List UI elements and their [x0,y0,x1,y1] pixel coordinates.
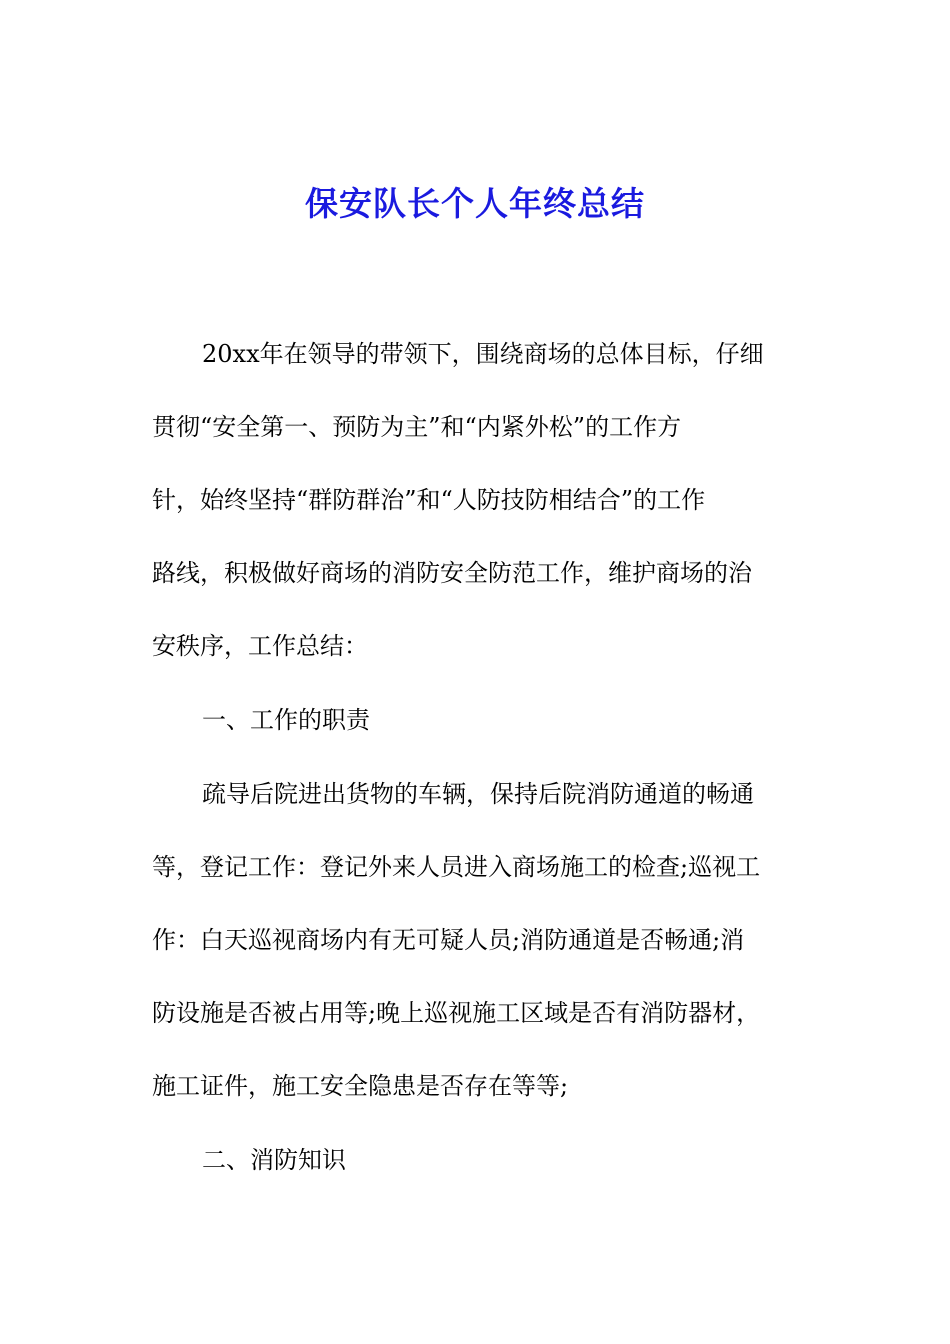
paragraph-line: 路线，积极做好商场的消防安全防范工作，维护商场的治 [152,559,752,587]
paragraph-duties [152,758,812,1123]
paragraph-line: 针，始终坚持“群防群治”和“人防技防相结合”的工作 [152,486,706,514]
document-title: 保安队长个人年终总结 [305,184,645,223]
paragraph-line: 作：白天巡视商场内有无可疑人员;消防通道是否畅通;消 [152,926,745,954]
section-heading: 一、工作的职责 [202,706,370,734]
paragraph-line: 20xx年在领导的带领下，围绕商场的总体目标，仔细 [202,340,764,368]
paragraph-intro [152,318,812,683]
paragraph-line: 防设施是否被占用等;晚上巡视施工区域是否有消防器材， [152,999,761,1027]
section-heading-duties [152,684,812,757]
paragraph-line: 等，登记工作：登记外来人员进入商场施工的检查;巡视工 [152,853,761,881]
section-heading-fire [152,1124,812,1197]
section-heading: 二、消防知识 [202,1146,346,1174]
paragraph-line: 贯彻“安全第一、预防为主”和“内紧外松”的工作方 [152,413,682,441]
paragraph-line: 疏导后院进出货物的车辆，保持后院消防通道的畅通 [202,780,754,808]
paragraph-line: 施工证件，施工安全隐患是否存在等等; [152,1072,569,1100]
paragraph-line: 安秩序，工作总结： [152,632,368,660]
